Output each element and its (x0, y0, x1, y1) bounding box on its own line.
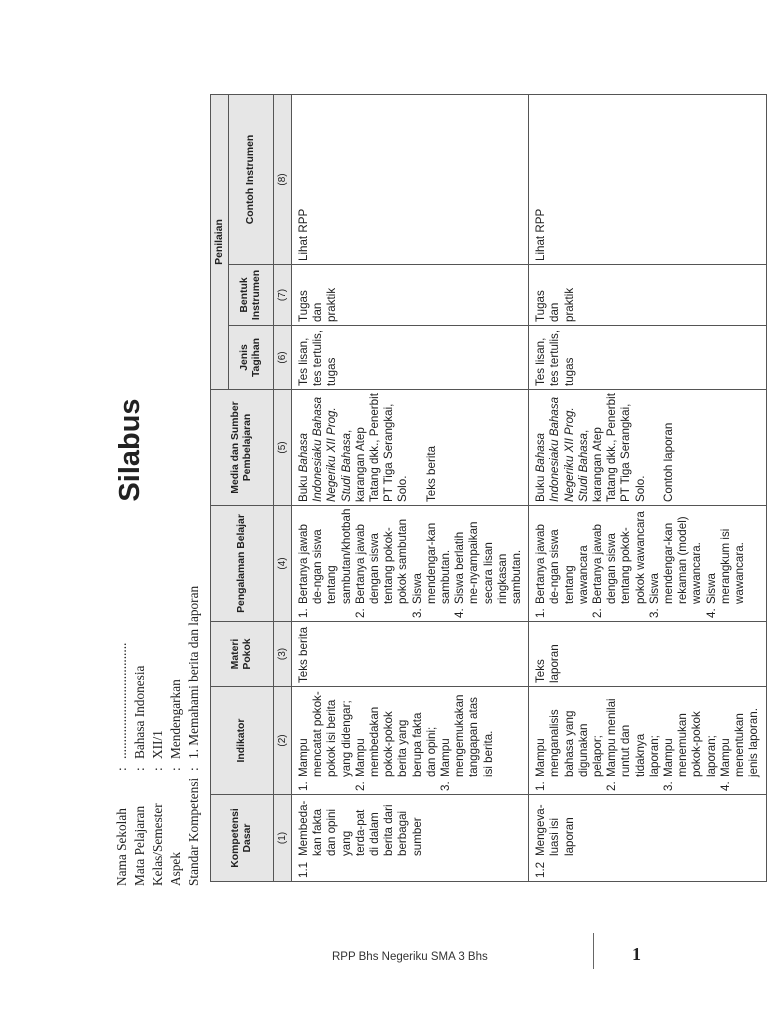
info-label: Nama Sekolah (114, 808, 129, 886)
list-item: 2. Mampu membedakan pokok-pokok berita yang berupa fakta dan opini; (353, 706, 438, 791)
info-row-class: Kelas/Semester : XII/1 (150, 730, 165, 886)
list-item: 1. Bertanya jawab de-ngan siswa tentang wawancara (534, 524, 590, 618)
info-row-competency: Standar Kompetensi : 1. Memahami berita dan laporan (186, 585, 201, 886)
header-bentuk-instrumen: Bentuk Instrumen (229, 265, 274, 326)
header-penilaian: Penilaian (211, 95, 229, 390)
list-item: 3. Siswa mendengar-kan rekaman (model) wawancara. (647, 516, 704, 618)
column-number: (3) (274, 622, 292, 687)
header-indikator: Indikator (211, 687, 274, 795)
info-label: Aspek (168, 852, 183, 886)
cell-bentuk-instrumen: Tugas dan praktik (529, 265, 766, 326)
cell-jenis-tagihan: Tes lisan, tes tertulis, tugas (292, 326, 529, 390)
footer-text: RPP Bhs Negeriku SMA 3 Bhs (332, 951, 488, 963)
cell-kompetensi-dasar (292, 795, 529, 882)
media-book: Buku Bahasa Indonesiaku Bahasa Negeriku XII Prog. Studi Bahasa, karangan Atep Tatang dkk., Penerbit PT Tiga Serangkai, Solo. (297, 393, 410, 502)
column-number: (7) (274, 265, 292, 326)
info-row-school: Nama Sekolah : ................................... (114, 642, 129, 886)
info-value: 1. Memahami berita dan laporan (186, 585, 201, 759)
list-item: 4. Siswa berlatih me-nyampaikan secara lisan ringkasan sambutan. (453, 521, 524, 618)
list-item: 1. Mampu menganalisis bahasa yang digunakan pelapor; (534, 709, 605, 791)
list-item: 3. Mampu mengemukakan tanggapan atas isi berita. (439, 694, 495, 791)
list-item: 1. Mampu mencatat pokok-pokok isi berita yang didengar; (297, 691, 353, 791)
info-label: Kelas/Semester (150, 803, 165, 886)
column-number: (4) (274, 506, 292, 622)
column-number: (6) (274, 326, 292, 390)
header-jenis-tagihan: Jenis Tagihan (229, 326, 274, 390)
header-media-sumber: Media dan Sumber Pembelajaran (211, 390, 274, 506)
header-contoh-instrumen: Contoh Instrumen (229, 95, 274, 265)
header-kompetensi-dasar: Kompetensi Dasar (211, 795, 274, 882)
media-extra: Teks berita (424, 445, 438, 502)
cell-pengalaman-belajar (292, 506, 529, 622)
table-row (529, 95, 766, 882)
cell-contoh-instrumen: Lihat RPP (529, 95, 766, 265)
cell-kompetensi-dasar (529, 795, 766, 882)
cell-bentuk-instrumen: Tugas dan praktik (292, 265, 529, 326)
cell-media-sumber (292, 390, 529, 506)
kd-text: Mengeva-luasi isi laporan (534, 804, 576, 856)
syllabus-table (210, 94, 767, 882)
kd-text: Membeda-kan fakta dan opini yang terda-pat di dalam berita dari berbagai sumber (297, 800, 424, 856)
list-item: 3. Siswa mendengar-kan sambutan. (410, 522, 453, 618)
table-row (292, 95, 529, 882)
cell-contoh-instrumen: Lihat RPP (292, 95, 529, 265)
info-row-aspect: Aspek : Mendengarkan (168, 679, 183, 886)
list-item: 1. Bertanya jawab de-ngan siswa tentang sambutan/khotbah (297, 508, 353, 618)
media-book: Buku Bahasa Indonesiaku Bahasa Negeriku XII Prog. Studi Bahasa, karangan Atep Tatang dkk., Penerbit PT Tiga Serangkai, Solo. (534, 393, 647, 502)
info-value: Mendengarkan (168, 679, 183, 759)
info-value: XII/1 (150, 730, 165, 759)
page-title: Silabus (114, 398, 146, 502)
cell-indikator (292, 687, 529, 795)
info-label: Standar Kompetensi (186, 777, 201, 886)
column-number: (8) (274, 95, 292, 265)
cell-indikator (529, 687, 766, 795)
column-number: (5) (274, 390, 292, 506)
list-item: 4. Mampu menentukan jenis laporan. (718, 708, 761, 791)
page-number: 1 (632, 944, 641, 964)
kd-number: 1.1 (297, 861, 310, 878)
column-number: (1) (274, 795, 292, 882)
info-value: Bahasa Indonesia (132, 665, 147, 759)
list-item: 2. Bertanya jawab dengan siswa tentang pokok-pokok wawancara (591, 511, 647, 618)
list-item: 4. Siswa merangkum isi wawancara. (704, 528, 747, 618)
cell-materi-pokok: Teks laporan (529, 622, 766, 687)
list-item: 2. Bertanya jawab dengan siswa tentang pokok-pokok sambutan (353, 518, 410, 618)
cell-jenis-tagihan: Tes lisan, tes tertulis, tugas (529, 326, 766, 390)
cell-pengalaman-belajar (529, 506, 766, 622)
rotated-landscape-content (108, 72, 761, 892)
list-item: 2. Mampu menilai runtut dan tidaknya laporan; (605, 698, 661, 791)
cell-materi-pokok: Teks berita (292, 622, 529, 687)
header-pengalaman-belajar: Pengalaman Belajar (211, 506, 274, 622)
cell-media-sumber (529, 390, 766, 506)
footer-divider (593, 933, 594, 969)
kd-number: 1.2 (534, 861, 548, 878)
column-number: (2) (274, 687, 292, 795)
info-label: Mata Pelajaran (132, 805, 147, 886)
header-materi-pokok: Materi Pokok (211, 622, 274, 687)
info-value: ................................... (114, 642, 129, 759)
info-row-subject: Mata Pelajaran : Bahasa Indonesia (132, 665, 147, 886)
list-item: 3. Mampu menemukan pokok-pokok laporan; (662, 711, 718, 791)
media-extra: Contoh laporan (661, 422, 675, 502)
